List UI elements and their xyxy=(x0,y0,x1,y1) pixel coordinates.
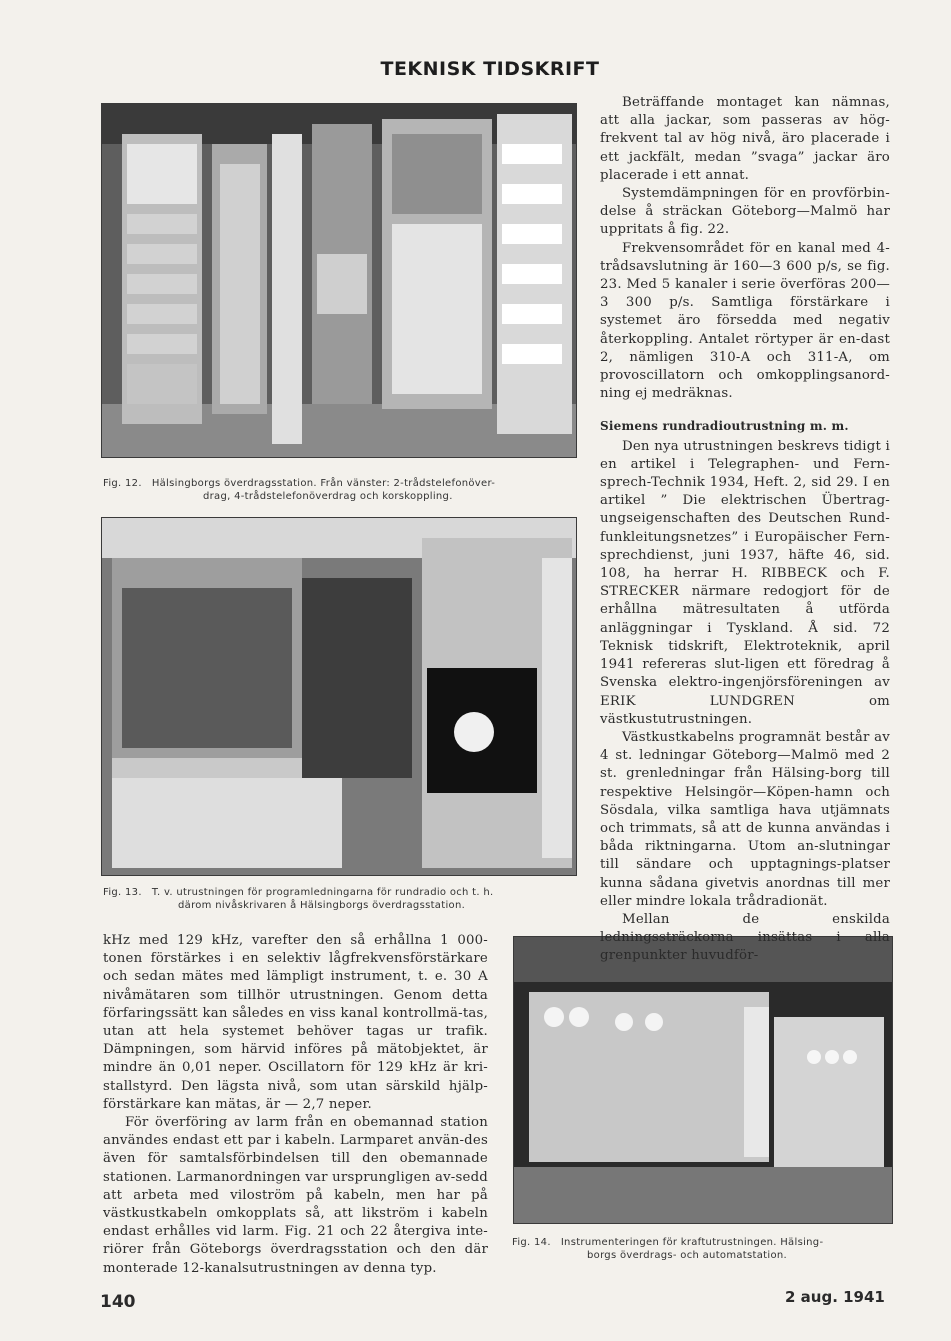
figure-12-caption-line1: Hälsingborgs överdragsstation. Från vänster: 2-trådstelefonöver- xyxy=(151,478,496,489)
figure-14-caption-line2: borgs överdrags- och automatstation. xyxy=(587,1250,788,1261)
figure-14-caption-line1: Instrumenteringen för kraftutrustningen. Hälsing- xyxy=(560,1237,824,1248)
right-column-text xyxy=(600,94,890,966)
figure-12-caption xyxy=(103,477,583,503)
figure-12-photo xyxy=(101,103,577,458)
figure-14-photo xyxy=(513,936,893,1224)
figure-12-label: Fig. 12. xyxy=(103,478,142,489)
figure-13-photo xyxy=(101,517,577,876)
figure-12-caption-line2: drag, 4-trådstelefonöverdrag och korskoppling. xyxy=(203,491,453,502)
figure-13-label: Fig. 13. xyxy=(103,887,142,898)
masthead-title: TEKNISK TIDSKRIFT xyxy=(380,58,600,80)
figure-14-caption xyxy=(512,1236,902,1262)
left-paragraph-2: För överföring av larm från en obemannad station användes endast ett par i kabeln. Larmparet använ-des även för samtalsförbindelsen till den obemannade stationen. Larmanordningen var ursprungligen av-sedd att arbeta med viloström på kabeln, men har på västkustkabeln omkopplats så, att likström i kabeln endast erhålles vid larm. Fig. 21 och 22 återgiva inte-riörer från Göteborgs överdragsstation och den där monterade 12-kanalsutrustningen av denna typ. xyxy=(103,1115,488,1276)
section-heading: Siemens rundradioutrustning m. m. xyxy=(600,419,849,434)
right-paragraph-5: Västkustkabelns programnät består av 4 st. ledningar Göteborg—Malmö med 2 st. grenledningar från Hälsing-borg till respektive Helsingör—Köpen-hamn och Sösdala, vilka samtliga hava utjämnats och trimmats, så att de kunna användas i båda riktningarna. Utom an-slutningar till sändare och upptagnings-platser kunna sådana givetvis anordnas till mer eller mindre lokala trådradionät. xyxy=(600,729,890,909)
right-paragraph-6: Mellan de enskilda ledningssträckorna insättas i alla grenpunkter huvudför- xyxy=(600,911,890,964)
left-paragraph-1: kHz med 129 kHz, varefter den så erhållna 1 000-tonen förstärkes i en selektiv lågfrekvensförstärkare och sedan mätes med lämpligt instrument, t. e. 30 A nivåmätaren som tillhör utrustningen. Genom detta förfaringssätt kan således en viss kanal kontrollmä-tas, utan att hela systemet behöver tagas ur trafik. Dämpningen, som härvid införes på mätobjektet, är mindre än 0,01 neper. Oscillatorn för 129 kHz är kri-stallstyrd. Den lägsta nivå, som utan särskild hjälp-förstärkare kan mätas, är — 2,7 neper. xyxy=(103,933,488,1112)
left-column-text xyxy=(103,932,488,1278)
figure-13-caption-line1: T. v. utrustningen för programledningarna för rundradio och t. h. xyxy=(151,887,494,898)
right-paragraph-3: Frekvensområdet för en kanal med 4-trådsavslutning är 160—3 600 p/s, se fig. 23. Med 5 kanaler i serie överföras 200—3 300 p/s. Samtliga förstärkare i systemet äro försedda med negativ återkoppling. Antalet rörtyper är en-dast 2, nämligen 310-A och 311-A, om provoscillatorn och omkopplingsanord-ning ej medräknas. xyxy=(600,240,890,402)
page-number: 140 xyxy=(100,1292,136,1312)
figure-14-label: Fig. 14. xyxy=(512,1237,551,1248)
right-paragraph-4: Den nya utrustningen beskrevs tidigt i en artikel i Telegraphen- und Fern-sprech-Technik 1934, Heft. 2, sid 29. I en artikel ” Die elektrischen Übertrag-ungseigenschaften des Deutschen Rund-funkleitungsnetzes” i Europäischer Fern-sprechdienst, juni 1937, häfte 46, sid. 108, ha herrar H. RIBBECK och F. STRECKER närmare redogjort för de erhållna mätresultaten å utförda anläggningar i Tyskland. Å sid. 72 Teknisk tidskrift, Elektroteknik, april 1941 refereras slut-ligen ett föredrag å Svenska elektro-ingenjörsföreningen av ERIK LUNDGREN om västkustutrustningen. xyxy=(600,438,890,727)
right-paragraph-2: Systemdämpningen för en provförbin-delse å sträckan Göteborg—Malmö har uppritats å fig. 22. xyxy=(600,186,890,238)
figure-13-caption xyxy=(103,886,593,912)
issue-date: 2 aug. 1941 xyxy=(785,1288,885,1306)
right-paragraph-1: Beträffande montaget kan nämnas, att alla jackar, som passeras av hög-frekvent tal av hög nivå, äro placerade i ett jackfält, medan ”svaga” jackar äro placerade i ett annat. xyxy=(600,95,890,183)
figure-13-caption-line2: därom nivåskrivaren å Hälsingborgs överdragsstation. xyxy=(178,900,466,911)
